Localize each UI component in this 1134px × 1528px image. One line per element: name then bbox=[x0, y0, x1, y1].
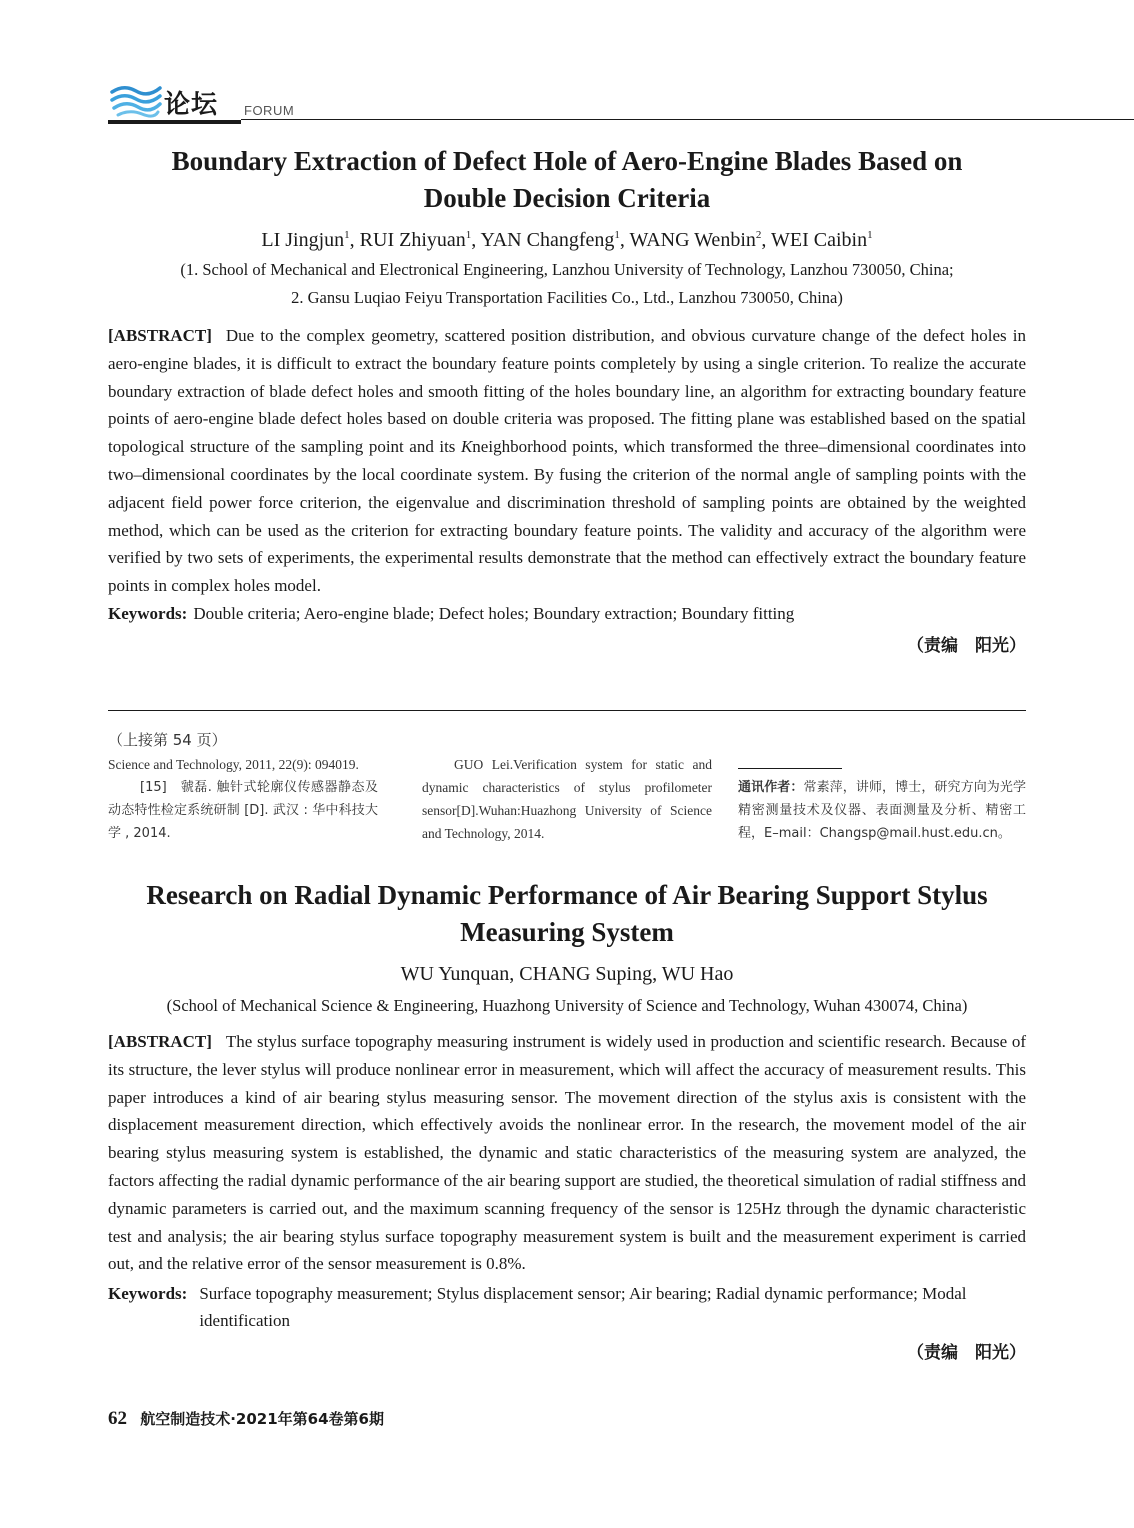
author-affil-mark: 1 bbox=[614, 229, 620, 241]
abstract-label: [ABSTRACT] bbox=[108, 326, 212, 345]
abstract-text: The stylus surface topography measuring instrument is widely used in production and scientific research. Because of its structure, the lever stylus will produce nonlinear error in measurement, which will affect the accuracy of measurement results. This paper introduces a kind of air bearing stylus measuring sensor. The movement direction of the stylus axis is consistent with the displacement measurement direction, which effectively avoids the nonlinear error. In the research, the movement model of the air bearing stylus measuring system is established, the dynamic and static characteristics of the measuring system are analyzed, the factors affecting the radial dynamic performance of the air bearing support are studied, the theoretical simulation of radial stiffness and dynamic parameters is carried out, and the maximum scanning frequency of the sensor is 125Hz through the dynamic characteristic test and analysis; the air bearing stylus surface topography measurement system is built and the measurement experiment is carried out, and the relative error of the sensor measurement is 0.8%. bbox=[108, 1032, 1026, 1274]
affiliation-line-2: 2. Gansu Luqiao Feiyu Transportation Facilities Co., Ltd., Lanzhou 730050, China) bbox=[291, 288, 843, 307]
corresponding-author-note bbox=[738, 776, 1026, 845]
article-2-authors: WU Yunquan, CHANG Suping, WU Hao bbox=[400, 963, 734, 985]
article-1 bbox=[108, 143, 1026, 656]
header-rule-thin bbox=[241, 119, 1134, 120]
abstract-text-part-1: Due to the complex geometry, scattered position distribution, and obvious curvature change of the defect holes in aero-engine blades, it is difficult to extract the boundary feature points completely by using a single criterion. To realize the accurate boundary extraction of blade defect holes and smooth fitting of the holes boundary line, an algorithm for extracting boundary feature points of aero-engine blade defect holes based on double criteria was proposed. The fitting plane was established based on the spatial topological structure of the sampling point and its bbox=[108, 326, 1026, 457]
author-name: LI Jingjun bbox=[261, 229, 345, 251]
reference-15: [15] 虢磊. 触针式轮廓仪传感器静态及动态特性检定系统研制 [D]. 武汉 : 华中科技大学 , 2014. bbox=[108, 780, 378, 841]
article-1-title bbox=[108, 143, 1026, 217]
journal-issue: 航空制造技术·2021年第64卷第6期 bbox=[140, 1410, 384, 1428]
article-2-title-line-1: Research on Radial Dynamic Performance of Air Bearing Support Stylus bbox=[146, 880, 988, 910]
article-1-title-line-1: Boundary Extraction of Defect Hole of Aero-Engine Blades Based on bbox=[171, 146, 963, 176]
corresponding-author-label: 通讯作者： bbox=[738, 780, 804, 795]
author-affil-mark: 1 bbox=[465, 229, 472, 241]
page-number: 62 bbox=[108, 1408, 127, 1429]
section-divider bbox=[108, 710, 1026, 711]
article-2-title-line-2: Measuring System bbox=[460, 917, 674, 947]
affiliation-line-1: (1. School of Mechanical and Electronical Engineering, Lanzhou University of Technology, Lanzhou 730050, China; bbox=[180, 260, 954, 279]
author-name: WEI Caibin bbox=[771, 229, 868, 251]
article-2-keywords bbox=[108, 1280, 1026, 1334]
article-1-editor: （责编 阳光） bbox=[907, 635, 1026, 656]
section-header bbox=[108, 78, 1134, 126]
article-1-abstract bbox=[108, 322, 1026, 600]
abstract-label: [ABSTRACT] bbox=[108, 1032, 212, 1051]
footnote-rule bbox=[738, 768, 842, 769]
article-2-title bbox=[108, 877, 1026, 951]
section-title-cn: 论坛 bbox=[164, 90, 219, 120]
article-1-keywords bbox=[108, 600, 1026, 627]
keywords-text: Double criteria; Aero-engine blade; Defect holes; Boundary extraction; Boundary fitting bbox=[193, 603, 795, 623]
abstract-italic-k: K bbox=[460, 437, 473, 457]
abstract-text-part-2: neighborhood points, which transformed the three–dimensional coordinates into two–dimensional coordinates by the local coordinate system. By fusing the criterion of the normal angle of sampling points with the adjacent field power force criterion, the eigenvalue and discrimination threshold of sampling points are obtained by the weighted method, which can be used as the criterion for extracting boundary feature points. The validity and accuracy of the algorithm were verified by two sets of experiments, the experimental results demonstrate that the method can effectively extract the boundary feature points in complex holes model. bbox=[108, 437, 1027, 596]
article-1-affiliation bbox=[108, 256, 1026, 312]
continued-from-note: （上接第 54 页） bbox=[108, 731, 227, 749]
article-2-editor: （责编 阳光） bbox=[907, 1343, 1026, 1364]
article-2-abstract bbox=[108, 1028, 1026, 1278]
section-title-en: FORUM bbox=[244, 103, 295, 118]
author-affil-mark: 1 bbox=[867, 229, 873, 241]
author-affil-mark: 2 bbox=[755, 229, 762, 241]
article-1-authors: LI Jingjun$^1$, RUI Zhiyuan$^1$, YAN Changfeng$^1$, WANG Wenbin$^2$, WEI Caibin$^1$ bbox=[261, 229, 873, 251]
keywords-text: Surface topography measurement; Stylus displacement sensor; Air bearing; Radial dynamic performance; Modal identification bbox=[199, 1284, 967, 1331]
author-name: YAN Changfeng bbox=[480, 229, 615, 251]
keywords-label: Keywords: bbox=[108, 1284, 188, 1304]
author-name: WANG Wenbin bbox=[629, 229, 756, 251]
article-2-affiliation: (School of Mechanical Science & Engineering, Huazhong University of Science and Technology, Wuhan 430074, China) bbox=[166, 996, 968, 1015]
author-affil-mark: 1 bbox=[344, 229, 350, 241]
header-rule-thick bbox=[108, 120, 241, 124]
page-footer bbox=[108, 1408, 384, 1430]
article-1-title-line-2: Double Decision Criteria bbox=[423, 183, 711, 213]
reference-column-2: GUO Lei.Verification system for static and dynamic characteristics of stylus profilometer sensor[D].Wuhan:Huazhong University of Science and Technology, 2014. bbox=[422, 757, 712, 841]
author-name: RUI Zhiyuan bbox=[359, 229, 466, 251]
article-2 bbox=[108, 877, 1026, 1363]
reference-column-1 bbox=[108, 753, 378, 845]
keywords-label: Keywords: bbox=[108, 603, 188, 623]
wave-logo-icon bbox=[110, 82, 162, 120]
reference-line: Science and Technology, 2011, 22(9): 094019. bbox=[108, 757, 359, 772]
corresponding-author-text: 常素萍，讲师，博士，研究方向为光学精密测量技术及仪器、表面测量及分析、精密工程，E–mail：Changsp@mail.hust.edu.cn。 bbox=[738, 780, 1026, 841]
